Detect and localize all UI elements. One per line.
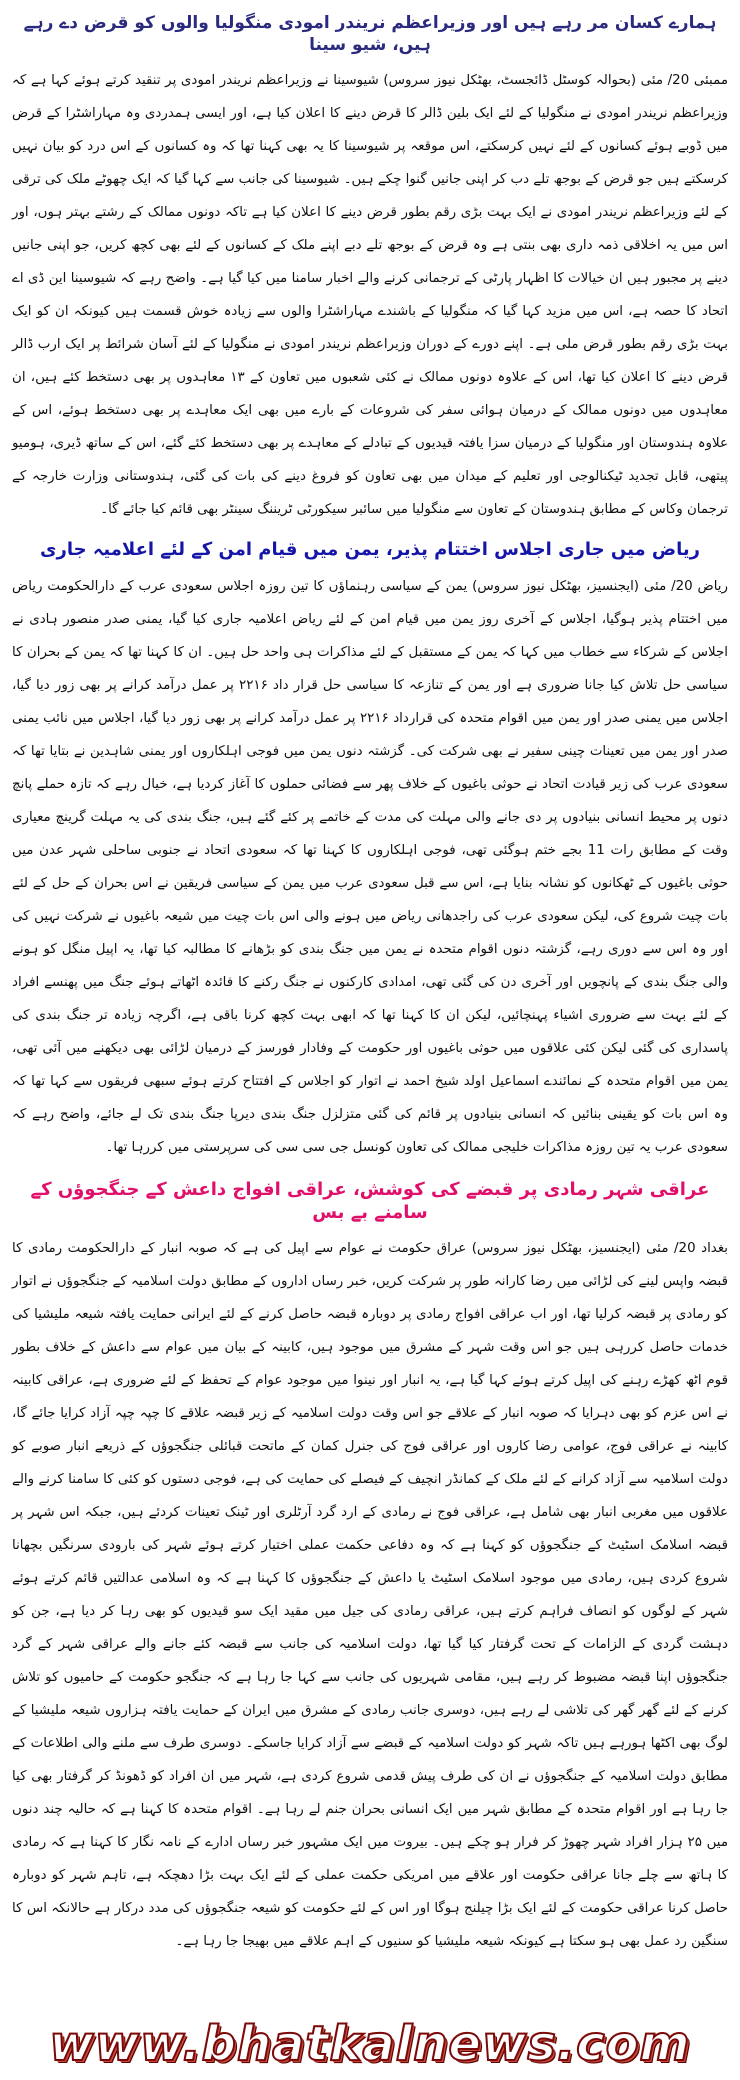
article1-body: ممبئی 20/ مئی (بحوالہ کوسٹل ڈائجسٹ، بھٹکل نیوز سروس) شیوسینا نے وزیراعظم نریندر امودی پر تنقید کرتے ہوئے کہا ہے کہ وزیراعظم نریندر امودی نے منگولیا کے لئے ایک بلین ڈالر کا قرض دینے کا اعلان کیا ہے، اور ایسی ہمدردی وہ مہاراشٹرا کے قرض میں ڈوبے ہوئے کسانوں کے لئے نہیں کرسکتے، اس موقعہ پر شیوسینا کا یہ بھی کہنا تھا کہ وہ کسانوں کے اس درد کو بیان نہیں کرسکتے ہیں جو قرض کے بوجھ تلے دب کر اپنی جانیں گنوا چکے ہیں۔ شیوسینا کی جانب سے کہا گیا کہ ایک چھوٹے ملک کی ترقی کے لئے وزیراعظم نریندر امودی نے ایک بہت بڑی رقم بطور قرض دینے کا اعلان کیا ہے تاکہ دونوں ممالک کے رشتے بہتر ہوں، اور اس میں یہ اخلاقی ذمہ داری بھی بنتی ہے وہ قرض کے بوجھ تلے دبے اپنے ملک کے کسانوں کے لئے بھی کچھ کریں، جو اپنی جانیں دینے پر مجبور ہیں ان خیالات کا اظہار پارٹی کے ترجمانی کرنے والے اخبار سامنا میں کیا گیا ہے۔ واضح رہے کہ شیوسینا این ڈی اے اتحاد کا حصہ ہے، اس میں مزید کہا گیا کہ منگولیا کے باشندے مہاراشٹرا والوں سے زیادہ خوش قسمت ہیں کیونکہ ان کو ایک بہت بڑی رقم بطور قرض ملی ہے۔ اپنے دورے کے دوران وزیراعظم نریندر امودی نے منگولیا کے لئے آسان شرائط پر ایک ارب ڈالر قرض دینے کا اعلان کیا تھا، اس کے علاوہ دونوں ممالک نے کئی شعبوں میں تعاون کے ۱۳ معاہدوں پر بھی دستخط کئے ہیں، ان معاہدوں میں دونوں ممالک کے درمیان ہوائی سفر کی شروعات کے بارے میں بھی ایک معاہدے پر بھی دستخط ہوئے، اس کے علاوہ ہندوستان اور منگولیا کے درمیان سزا یافتہ قیدیوں کے تبادلے کے معاہدے پر بھی دستخط کئے گئے، اس کے ساتھ ڈیری، ہومیو پیتھی، قابل تجدید ٹیکنالوجی اور تعلیم کے میدان میں بھی تعاون کو فروغ دینے کی بات کی گئی، ہندوستانی وزارت خارجہ کے ترجمان وکاس کے مطابق ہندوستان کے تعاون سے منگولیا میں سائبر سیکورٹی ٹریننگ سینٹر بھی قائم کیا جائے گا۔ [12, 73, 728, 518]
article3-body: بغداد 20/ مئی (ایجنسیز، بھٹکل نیوز سروس) عراق حکومت نے عوام سے اپیل کی ہے کہ صوبہ انبار کے دارالحکومت رمادی کا قبضہ واپس لینے کی لڑائی میں رضا کارانہ طور پر شرکت کریں، خبر رساں اداروں کے مطابق دولت اسلامیہ کے جنگجوؤں نے اتوار کو رمادی پر قبضہ کرلیا تھا، اور اب عراقی افواج رمادی پر دوبارہ قبضہ حاصل کرنے کے لئے ایرانی حمایت یافتہ شیعہ ملیشیا کی خدمات حاصل کررہی ہیں جو اس وقت شہر کے مشرق میں موجود ہیں، کابینہ کے بیان میں عوام سے داعش کے خلاف بطور قوم اٹھ کھڑے رہنے کی اپیل کرتے ہوئے کہا گیا ہے، یہ انبار اور نینوا میں موجود عوام کے تحفظ کے لئے ضروری ہے، عراقی کابینہ نے اس عزم کو بھی دہرایا کہ صوبہ انبار کے علاقے جو اس وقت دولت اسلامیہ کے زیر قبضہ علاقے کا چپہ چپہ آزاد کرایا جائے گا، کابینہ نے عراقی فوج، عوامی رضا کاروں اور عراقی فوج کی جنرل کمان کے ماتحت قبائلی جنگجوؤں کے ذریعے انبار صوبے کو دولت اسلامیہ سے آزاد کرانے کے لئے ملک کے کمانڈر انچیف کے فیصلے کی حمایت کی ہے، فوجی دستوں کو کئی کا سامنا کرنے والے علاقوں میں مغربی انبار بھی شامل ہے، عراقی فوج نے رمادی کے ارد گرد آرٹلری اور ٹینک تعینات کردئے ہیں، جبکہ اس شہر پر قبضہ اسلامک اسٹیٹ کے جنگجوؤں کو کہنا ہے کہ وہ دفاعی حکمت عملی اختیار کرتے ہوئے شہر کی بارودی سرنگیں بچھانا شروع کردی ہیں، رمادی میں موجود اسلامک اسٹیٹ یا داعش کے جنگجوؤں کا کہنا ہے کہ وہ اسلامی عدالتیں قائم کرتے ہوئے شہر کے لوگوں کو انصاف فراہم کرتے ہیں، عراقی رمادی کی جیل میں مقید ایک سو قیدیوں کو بھی رہا کر دیا ہے، جن کو دہشت گردی کے الزامات کے تحت گرفتار کیا گیا تھا، دولت اسلامیہ کی جانب سے قبضہ کئے جانے والے عراقی شہر کے گرد جنگجوؤں اپنا قبضہ مضبوط کر رہے ہیں، مقامی شہریوں کی جانب سے کہا جا رہا ہے کہ جنگجو حکومت کے حامیوں کو تلاش کرنے کے لئے گھر گھر کی تلاشی لے رہے ہیں، دوسری جانب رمادی کے مشرق میں ایران کے حمایت یافتہ ہزاروں شیعہ ملیشیا کے لوگ بھی اکٹھا ہورہے ہیں تاکہ شہر کو دولت اسلامیہ کے قبضے سے آزاد کرایا جاسکے۔ دوسری طرف سے ملنے والی اطلاعات کے مطابق دولت اسلامیہ کے جنگجوؤں نے ان کی طرف پیش قدمی شروع کردی ہے، شہر میں ان افراد کو ڈھونڈ کر گرفتار بھی کیا جا رہا ہے اور اقوام متحدہ کے مطابق شہر میں ایک انسانی بحران جنم لے رہا ہے۔ اقوام متحدہ کا کہنا ہے کہ حالیہ چند دنوں میں ۲۵ ہزار افراد شہر چھوڑ کر فرار ہو چکے ہیں۔ بیروت میں ایک مشہور خبر رساں ادارے کے نامہ نگار کا کہنا ہے کہ رمادی کا ہاتھ سے چلے جانا عراقی حکومت اور علاقے میں امریکی حکمت عملی کے لئے ایک بہت بڑا دھچکہ ہے، تاہم شہر کو دوبارہ حاصل کرنا عراقی حکومت کے لئے ایک بڑا چیلنج ہوگا اور اس کے لئے حکومت کو شیعہ جنگجوؤں کی مدد درکار ہے حالانکہ اس کا سنگین رد عمل بھی ہو سکتا ہے کیونکہ شیعہ ملیشیا کو سنیوں کے اہم علاقے میں بھیجا جا رہا ہے۔ [12, 1241, 729, 1950]
site-footer [0, 2016, 740, 2072]
article1-headline: ہمارے کسان مر رہے ہیں اور وزیراعظم نریندر امودی منگولیا والوں کو قرض دے رہے ہیں، شیو سینا [23, 13, 717, 56]
article2-headline: ریاض میں جاری اجلاس اختتام پذیر، یمن میں قیام امن کے لئے اعلامیہ جاری [40, 539, 700, 561]
site-url-logo: www.bhatkalnews.com [49, 2016, 691, 2072]
article3-headline: عراقی شہر رمادی پر قبضے کی کوشش، عراقی افواج داعش کے جنگجوؤں کے سامنے بے بس [30, 1178, 710, 1223]
article2-body: ریاض 20/ مئی (ایجنسیز، بھٹکل نیوز سروس) یمن کے سیاسی رہنماؤں کا تین روزہ اجلاس سعودی عرب کے دارالحکومت ریاض میں اختتام پذیر ہوگیا، اجلاس کے آخری روز یمن میں قیام امن کے لئے ریاض اعلامیہ جاری کیا گیا، یمنی صدر منصور ہادی نے اجلاس کے شرکاء سے خطاب میں کہا کہ یمن کے مستقبل کے لئے مذاکرات ہی واحد حل ہیں۔ ان کا کہنا تھا کہ یمن کے بحران کا سیاسی حل تلاش کیا جانا ضروری ہے اور یمن کے تنازعہ کا سیاسی حل قرار داد ۲۲۱۶ پر عمل درآمد کرانے پر بھی زور دیا گیا، اجلاس میں یمنی صدر اور یمن میں اقوام متحدہ کی قرارداد ۲۲۱۶ پر عمل درآمد کرانے پر بھی زور دیا گیا، اجلاس میں نائب یمنی صدر اور یمن میں تعینات چینی سفیر نے بھی شرکت کی۔ گزشتہ دنوں یمن میں فوجی اہلکاروں اور یمنی شاہدین نے بتایا تھا کہ سعودی عرب کی زیر قیادت اتحاد نے حوثی باغیوں کے خلاف پھر سے فضائی حملوں کا آغاز کردیا ہے، خیال رہے کہ تازہ حملے پانچ دنوں پر محیط انسانی بنیادوں پر دی جانے والی مہلت کی مدت کے خاتمے پر کئے گئے ہیں، جنگ بندی کی یہ مہلت گرینچ معیاری وقت کے مطابق رات 11 بجے ختم ہوگئی تھی، فوجی اہلکاروں کا کہنا تھا کہ سعودی اتحاد نے جنوبی ساحلی شہر عدن میں حوثی باغیوں کے ٹھکانوں کو نشانہ بنایا ہے، اس سے قبل سعودی عرب میں یمن کے سیاسی فریقین نے اس بحران کے حل کے لئے بات چیت شروع کی، لیکن سعودی عرب کی راجدھانی ریاض میں ہونے والی اس بات چیت میں شیعہ باغیوں نے شرکت نہیں کی اور وہ اس سے دوری رہے، گزشتہ دنوں اقوام متحدہ نے یمن میں جنگ بندی کو بڑھانے کا مطالبہ کیا تھا، یہ اپیل منگل کو ہونے والی جنگ بندی کے پانچویں اور آخری دن کی گئی تھی، امدادی کارکنوں نے جنگ رکنے کا فائدہ اٹھاتے ہوئے جنگ میں پھنسے افراد کے لئے بہت سے ضروری اشیاء پہنچائیں، لیکن ان کا کہنا تھا کہ ابھی بہت کچھ کرنا باقی ہے، اگرچہ زیادہ تر جنگ بندی کی پاسداری کی گئی لیکن کئی علاقوں میں حوثی باغیوں اور حکومت کے وفادار فورسز کے درمیان لڑائی بھی دیکھنے میں آئی تھی، یمن میں اقوام متحدہ کے نمائندے اسماعیل اولد شیخ احمد نے اتوار کو اجلاس کے افتتاح کرتے ہوئے سبھی فریقوں سے کہا تھا کہ وہ اس بات کو یقینی بنائیں کہ انسانی بنیادوں پر قائم کی گئی متزلزل جنگ بندی دیرپا جنگ بندی تک لے جائے، واضح رہے کہ سعودی عرب یہ تین روزہ مذاکرات خلیجی ممالک کی تعاون کونسل جی سی سی کی سرپرستی میں کررہا تھا۔ [12, 578, 728, 1155]
